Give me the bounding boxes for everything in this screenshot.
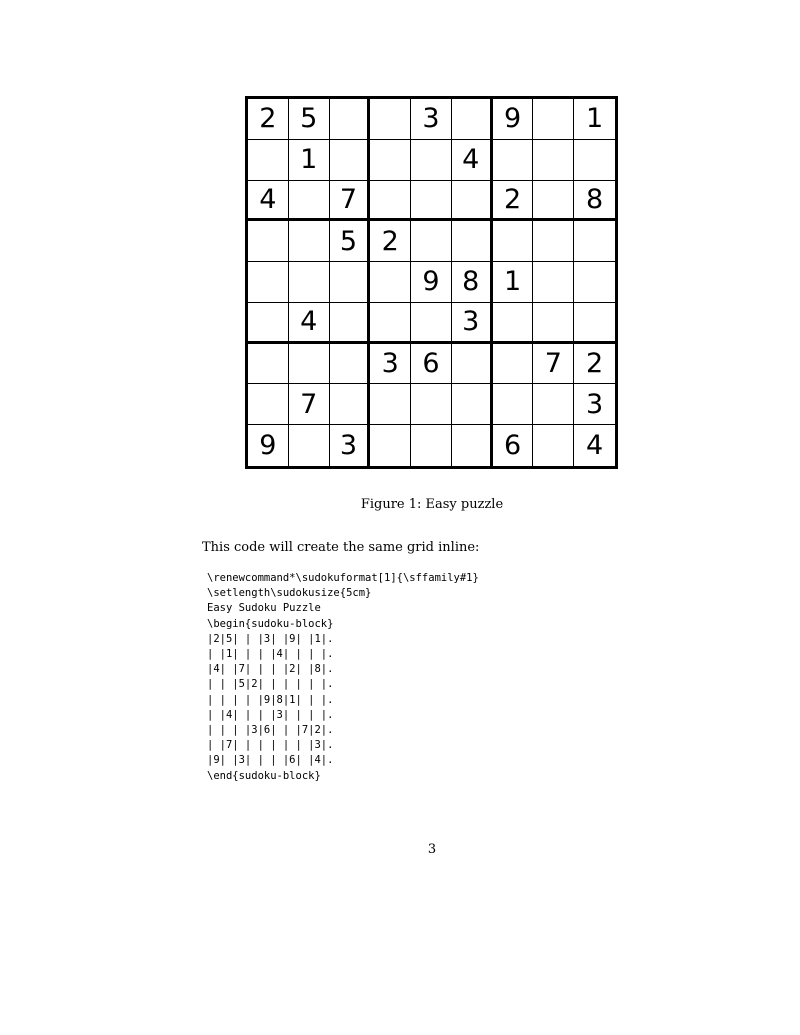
sudoku-cell (493, 303, 534, 344)
sudoku-cell (330, 99, 371, 140)
code-line: |4| |7| | | |2| |8|. (207, 663, 334, 676)
sudoku-cell: 8 (452, 262, 493, 303)
sudoku-cell: 9 (493, 99, 534, 140)
sudoku-cell (370, 262, 411, 303)
sudoku-cell: 5 (289, 99, 330, 140)
code-line: | |7| | | | | | |3|. (207, 739, 334, 752)
code-block (207, 571, 479, 784)
sudoku-cell (248, 221, 289, 262)
sudoku-cell: 3 (370, 344, 411, 385)
sudoku-cell: 3 (330, 425, 371, 466)
sudoku-cell (533, 181, 574, 222)
sudoku-cell (411, 181, 452, 222)
sudoku-cell (248, 140, 289, 181)
sudoku-cell: 4 (289, 303, 330, 344)
code-line: \renewcommand*\sudokuformat[1]{\sffamily#1} (207, 572, 479, 584)
code-line: \begin{sudoku-block} (207, 617, 334, 630)
sudoku-cell: 4 (586, 430, 604, 462)
sudoku-cell: 9 (248, 425, 289, 466)
figure-caption: Figure 1: Easy puzzle (360, 497, 504, 512)
sudoku-cell (411, 303, 452, 344)
sudoku-cell (330, 262, 371, 303)
sudoku-cell (370, 99, 411, 140)
sudoku-cell (452, 221, 493, 262)
sudoku-cell (289, 221, 330, 262)
code-line: | | |5|2| | | | | |. (207, 678, 334, 691)
sudoku-cell (248, 344, 289, 385)
sudoku-grid (245, 96, 618, 469)
sudoku-cell (533, 221, 574, 262)
code-line: |2|5| | |3| |9| |1|. (207, 632, 334, 645)
code-line: | |4| | | |3| | | |. (207, 708, 334, 721)
intro-text: This code will create the same grid inline: (202, 540, 480, 555)
sudoku-cell: 3 (411, 99, 452, 140)
sudoku-cell (248, 384, 289, 425)
sudoku-cell: 3 (452, 303, 493, 344)
sudoku-cell: 6 (411, 344, 452, 385)
sudoku-cell: 7 (289, 384, 330, 425)
code-line: \setlength\sudokusize{5cm} (207, 587, 372, 600)
sudoku-cell (330, 344, 371, 385)
sudoku-cell (370, 303, 411, 344)
sudoku-cell (289, 425, 330, 466)
code-line: \end{sudoku-block} (207, 769, 321, 782)
sudoku-cell (370, 384, 411, 425)
sudoku-cell: 2 (574, 344, 615, 385)
sudoku-cell (533, 99, 574, 140)
sudoku-cell (370, 425, 411, 466)
sudoku-cell: 5 (330, 221, 371, 262)
sudoku-cell (452, 384, 493, 425)
sudoku-cell: 2 (370, 221, 411, 262)
sudoku-cell (330, 384, 371, 425)
sudoku-cell (370, 181, 411, 222)
sudoku-cell (289, 344, 330, 385)
sudoku-cell (493, 221, 534, 262)
sudoku-cell (411, 221, 452, 262)
code-line: | | | |3|6| | |7|2|. (207, 724, 334, 737)
sudoku-cell: 1 (289, 140, 330, 181)
sudoku-cell (493, 344, 534, 385)
sudoku-cell (411, 140, 452, 181)
sudoku-cell (533, 303, 574, 344)
sudoku-cell (574, 262, 615, 303)
sudoku-cell: 1 (574, 99, 615, 140)
sudoku-cell (452, 99, 493, 140)
sudoku-cell: 2 (248, 99, 289, 140)
sudoku-cell (370, 140, 411, 181)
sudoku-cell (574, 303, 615, 344)
sudoku-cell: 1 (493, 262, 534, 303)
sudoku-cell (533, 140, 574, 181)
sudoku-cell (248, 303, 289, 344)
sudoku-cell: 7 (330, 181, 371, 222)
sudoku-cell (411, 384, 452, 425)
code-line: | |1| | | |4| | | |. (207, 648, 334, 661)
sudoku-cell (533, 384, 574, 425)
sudoku-cell (411, 425, 452, 466)
sudoku-cell (574, 221, 615, 262)
sudoku-cell: 7 (533, 344, 574, 385)
sudoku-cell (452, 425, 493, 466)
sudoku-cell (452, 181, 493, 222)
sudoku-cell (574, 140, 615, 181)
sudoku-cell (248, 262, 289, 303)
code-line: Easy Sudoku Puzzle (207, 602, 321, 615)
sudoku-cell: 6 (493, 425, 534, 466)
sudoku-cell (330, 140, 371, 181)
sudoku-cell (452, 344, 493, 385)
sudoku-cell: 4 (452, 140, 493, 181)
sudoku-cell (289, 262, 330, 303)
page-number: 3 (427, 842, 437, 857)
sudoku-cell: 2 (493, 181, 534, 222)
sudoku-cell (330, 303, 371, 344)
sudoku-cell: 3 (574, 384, 615, 425)
sudoku-cell (533, 262, 574, 303)
sudoku-cell: 9 (411, 262, 452, 303)
sudoku-cell (493, 384, 534, 425)
code-line: |9| |3| | | |6| |4|. (207, 754, 334, 767)
sudoku-cell (289, 181, 330, 222)
sudoku-cell: 8 (574, 181, 615, 222)
sudoku-cell (493, 140, 534, 181)
sudoku-cell: 4 (248, 181, 289, 222)
code-line: | | | | |9|8|1| | |. (207, 693, 334, 706)
sudoku-cell (533, 425, 574, 466)
